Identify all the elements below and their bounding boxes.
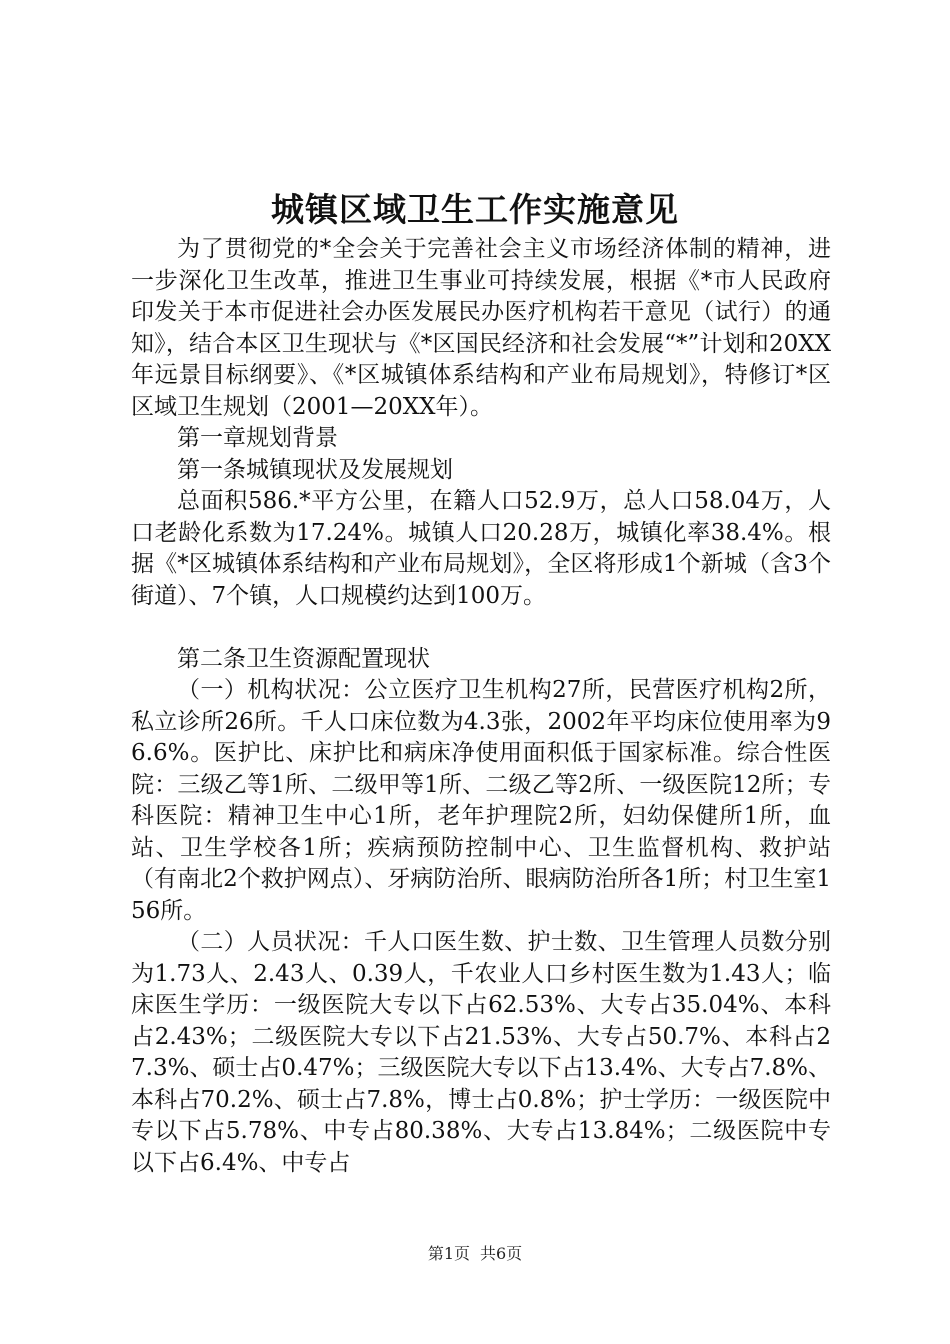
chapter-heading: 第一章规划背景 (177, 425, 338, 451)
article-1-paragraph: 总面积586.*平方公里，在籍人口52.9万，总人口58.04万，人口老龄化系数为17.24%。城镇人口20.28万，城镇化率38.4%。根据《*区城镇体系结构和产业布局规划》，全区将形成1个新城（含3个街道）、7个镇，人口规模约达到100万。 (131, 488, 831, 609)
page-number: 第1页 (427, 1244, 470, 1263)
article-heading-1: 第一条城镇现状及发展规划 (177, 456, 453, 483)
intro-paragraph: 为了贯彻党的*全会关于完善社会主义市场经济体制的精神，进一步深化卫生改革，推进卫生事业可持续发展，根据《*市人民政府印发关于本市促进社会办医发展民办医疗机构若干意见（试行）的通知》，结合本区卫生现状与《*区国民经济和社会发展“*”计划和20XX年远景目标纲要》、《*区城镇体系结构和产业布局规划》，特修订*区区域卫生规划（2001—20XX年）。 (131, 236, 831, 420)
page-total: 共6页 (480, 1244, 523, 1263)
personnel-paragraph: （二）人员状况：千人口医生数、护士数、卫生管理人员数分别为1.73人、2.43人、0.39人，千农业人口乡村医生数为1.43人；临床医生学历：一级医院大专以下占62.53%、大专占35.04%、本科占2.43%；二级医院大专以下占21.53%、大专占50.7%、本科占27.3%、硕士占0.47%；三级医院大专以下占13.4%、大专占7.8%、本科占70.2%、硕士占7.8%，博士占0.8%；护士学历：一级医院中专以下占5.78%、中专占80.38%、大专占13.84%；二级医院中专以下占6.4%、中专占 (131, 929, 831, 1176)
page-footer (0, 1243, 950, 1265)
institutions-paragraph: （一）机构状况：公立医疗卫生机构27所，民营医疗机构2所，私立诊所26所。千人口床位数为4.3张，2002年平均床位使用率为96.6%。医护比、床护比和病床净使用面积低于国家标准。综合性医院：三级乙等1所、二级甲等1所、二级乙等2所、一级医院12所；专科医院：精神卫生中心1所，老年护理院2所，妇幼保健所1所，血站、卫生学校各1所；疾病预防控制中心、卫生监督机构、救护站（有南北2个救护网点）、牙病防治所、眼病防治所各1所；村卫生室156所。 (131, 677, 831, 924)
article-heading-2: 第二条卫生资源配置现状 (177, 645, 430, 672)
document-title: 城镇区域卫生工作实施意见 (271, 190, 679, 229)
document-body (131, 234, 831, 1179)
